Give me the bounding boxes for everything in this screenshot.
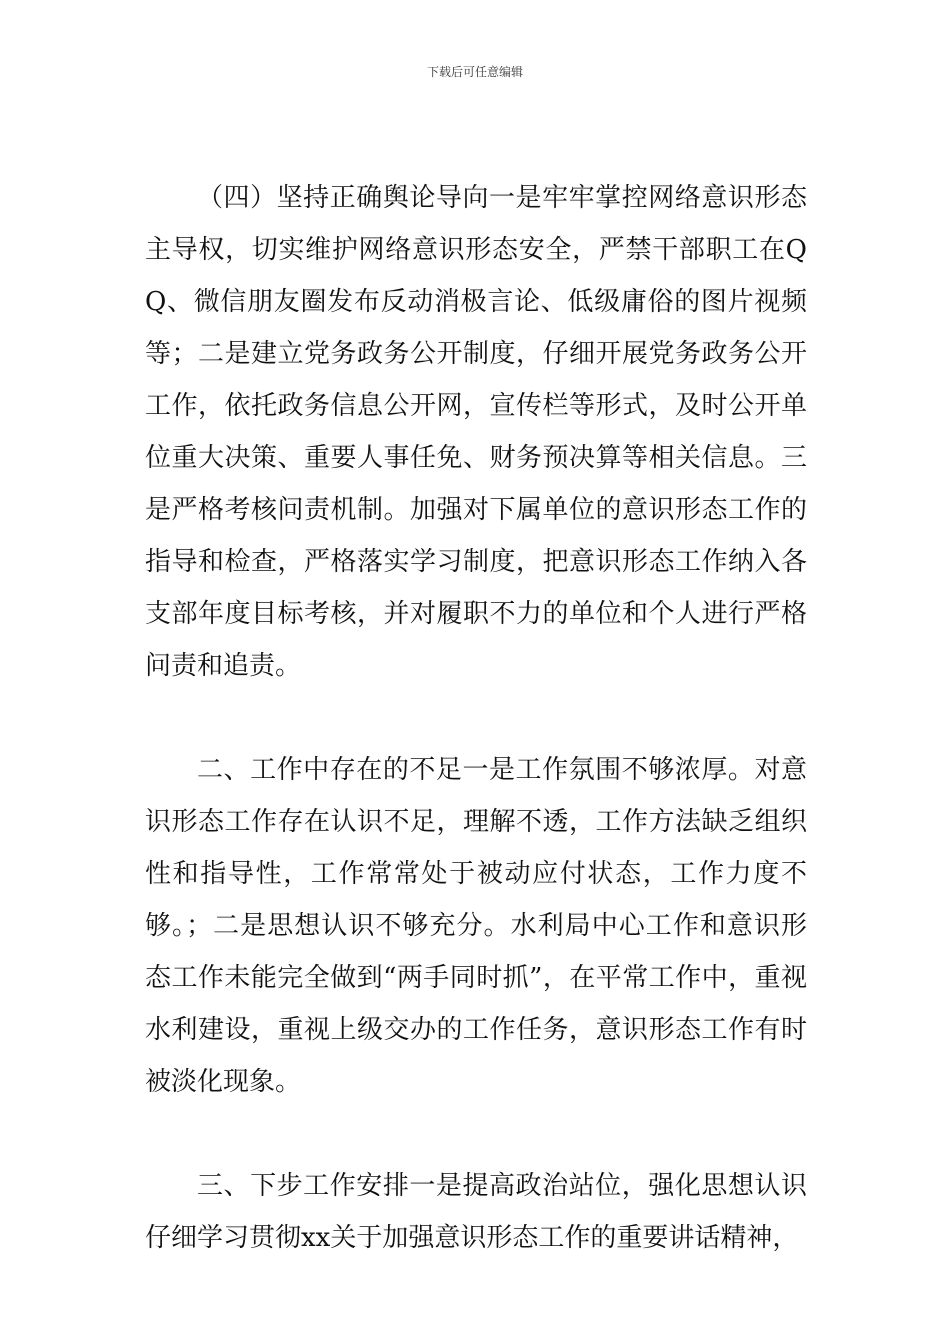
page-header: 下载后可任意编辑 [426, 65, 523, 79]
paragraph-work-shortcomings: 二、工作中存在的不足一是工作氛围不够浓厚。对意识形态工作存在认识不足，理解不透，工作方法缺乏组织性和指导性，工作常常处于被动应付状态，工作力度不够。；二是思想认识不够充分。水利局中心工作和意识形态工作未能完全做到“两手同时抓”，在平常工作中，重视水利建设，重视上级交办的工作任务，意识形态工作有时被淡化现象。 [145, 755, 807, 1097]
paragraph-ideology-opinion-guidance: （四）坚持正确舆论导向一是牢牢掌控网络意识形态主导权，切实维护网络意识形态安全，严禁干部职工在QQ、微信朋友圈发布反动消极言论、低级庸俗的图片视频等；二是建立党务政务公开制度，仔细开展党务政务公开工作，依托政务信息公开网，宣传栏等形式，及时公开单位重大决策、重要人事任免、财务预决算等相关信息。三是严格考核问责机制。加强对下属单位的意识形态工作的指导和检查，严格落实学习制度，把意识形态工作纳入各支部年度目标考核，并对履职不力的单位和个人进行严格问责和追责。 [145, 183, 807, 681]
paragraph-next-steps: 三、下步工作安排一是提高政治站位，强化思想认识仔细学习贯彻xx关于加强意识形态工作的重要讲话精神， [145, 1171, 807, 1253]
document-body [145, 172, 807, 1264]
